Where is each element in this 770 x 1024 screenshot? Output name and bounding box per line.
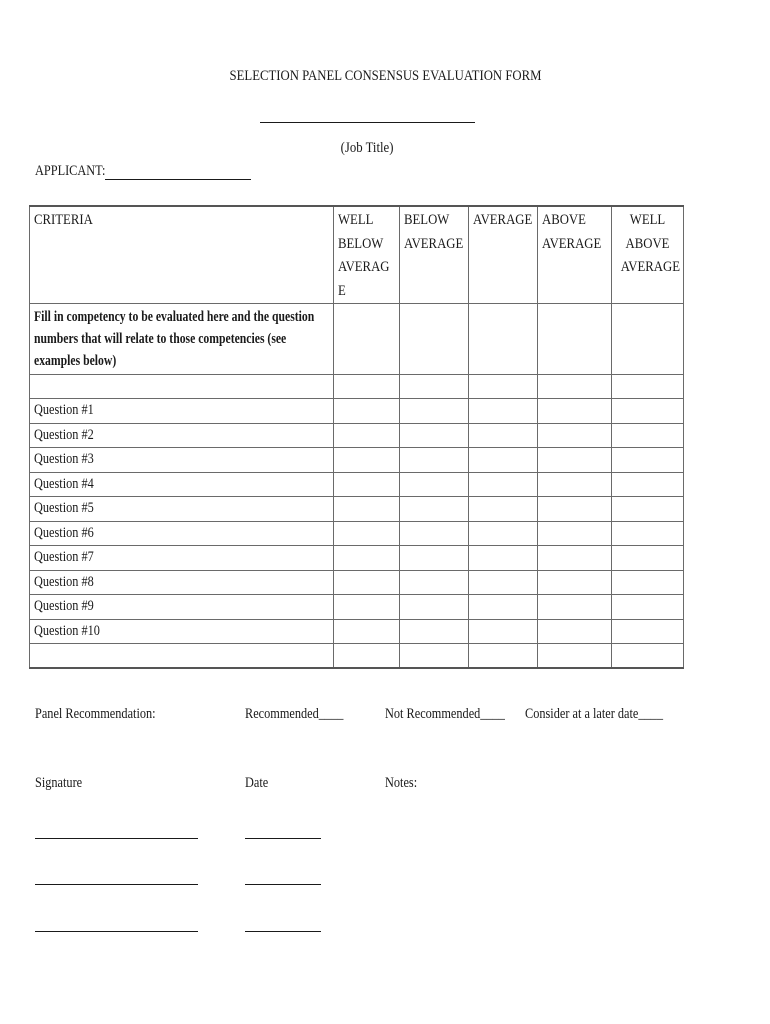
rating-cell[interactable] (469, 644, 538, 669)
rating-cell[interactable] (538, 619, 612, 644)
rating-cell[interactable] (400, 472, 469, 497)
rating-cell[interactable] (612, 497, 684, 522)
rating-cell[interactable] (334, 619, 400, 644)
rating-cell[interactable] (538, 570, 612, 595)
rating-cell[interactable] (400, 570, 469, 595)
rating-cell[interactable] (400, 497, 469, 522)
rating-cell[interactable] (538, 399, 612, 424)
criteria-header: CRITERIA (30, 206, 334, 304)
rating-cell[interactable] (538, 448, 612, 473)
question-row (30, 497, 684, 522)
criteria-cell[interactable] (30, 644, 334, 669)
rating-cell[interactable] (538, 546, 612, 571)
rating-cell[interactable] (538, 423, 612, 448)
above-average-header: ABOVE AVERAGE (538, 206, 612, 304)
signature-line[interactable] (35, 931, 198, 932)
panel-recommendation-label: Panel Recommendation: (35, 706, 156, 722)
rating-cell[interactable] (469, 595, 538, 620)
job-title-line[interactable] (260, 122, 475, 123)
rating-cell[interactable] (469, 399, 538, 424)
rating-cell[interactable] (612, 546, 684, 571)
rating-cell[interactable] (400, 304, 469, 375)
rating-cell[interactable] (334, 521, 400, 546)
criteria-cell[interactable] (30, 375, 334, 399)
rating-cell[interactable] (612, 472, 684, 497)
competency-instruction[interactable]: Fill in competency to be evaluated here and the question numbers that will relate to those competencies (see examples below) (30, 304, 334, 375)
rating-cell[interactable] (612, 595, 684, 620)
date-line[interactable] (245, 884, 321, 885)
not-recommended-option[interactable]: Not Recommended____ (385, 706, 505, 722)
question-label: Question #6 (30, 521, 334, 546)
question-label: Question #7 (30, 546, 334, 571)
rating-cell[interactable] (469, 570, 538, 595)
rating-cell[interactable] (334, 304, 400, 375)
question-label: Question #2 (30, 423, 334, 448)
question-row (30, 595, 684, 620)
well-above-average-header: WELL ABOVE AVERAGE (612, 206, 684, 304)
question-row (30, 472, 684, 497)
rating-cell[interactable] (334, 472, 400, 497)
rating-cell[interactable] (334, 570, 400, 595)
question-label: Question #8 (30, 570, 334, 595)
signature-line[interactable] (35, 884, 198, 885)
question-row (30, 570, 684, 595)
rating-cell[interactable] (334, 423, 400, 448)
applicant-name-line[interactable] (105, 179, 251, 180)
rating-cell[interactable] (538, 304, 612, 375)
date-line[interactable] (245, 838, 321, 839)
question-label: Question #3 (30, 448, 334, 473)
rating-cell[interactable] (400, 619, 469, 644)
rating-cell[interactable] (538, 595, 612, 620)
rating-cell[interactable] (538, 497, 612, 522)
rating-cell[interactable] (400, 399, 469, 424)
rating-cell[interactable] (334, 644, 400, 669)
rating-cell[interactable] (612, 304, 684, 375)
question-row (30, 521, 684, 546)
question-row (30, 399, 684, 424)
rating-cell[interactable] (538, 521, 612, 546)
average-header: AVERAGE (469, 206, 538, 304)
rating-cell[interactable] (469, 448, 538, 473)
rating-cell[interactable] (469, 619, 538, 644)
rating-cell[interactable] (334, 595, 400, 620)
question-label: Question #10 (30, 619, 334, 644)
consider-later-option[interactable]: Consider at a later date____ (525, 706, 663, 722)
rating-cell[interactable] (400, 375, 469, 399)
signature-line[interactable] (35, 838, 198, 839)
rating-cell[interactable] (469, 304, 538, 375)
date-label: Date (245, 775, 269, 791)
question-label: Question #1 (30, 399, 334, 424)
rating-cell[interactable] (469, 521, 538, 546)
question-label: Question #5 (30, 497, 334, 522)
question-row (30, 448, 684, 473)
rating-cell[interactable] (400, 423, 469, 448)
rating-cell[interactable] (612, 423, 684, 448)
evaluation-table (29, 205, 684, 669)
rating-cell[interactable] (612, 375, 684, 399)
applicant-label: APPLICANT: (35, 163, 106, 179)
job-title-caption: (Job Title) (341, 140, 394, 156)
rating-cell[interactable] (334, 546, 400, 571)
question-row (30, 423, 684, 448)
blank-row (30, 644, 684, 669)
signature-label: Signature (35, 775, 83, 791)
rating-cell[interactable] (612, 644, 684, 669)
well-below-average-header: WELL BELOW AVERAG E (334, 206, 400, 304)
notes-label: Notes: (385, 775, 418, 791)
rating-cell[interactable] (400, 644, 469, 669)
rating-cell[interactable] (400, 546, 469, 571)
rating-cell[interactable] (538, 644, 612, 669)
rating-cell[interactable] (469, 546, 538, 571)
below-average-header: BELOW AVERAGE (400, 206, 469, 304)
date-line[interactable] (245, 931, 321, 932)
rating-cell[interactable] (538, 472, 612, 497)
rating-cell[interactable] (612, 619, 684, 644)
rating-cell[interactable] (538, 375, 612, 399)
recommended-option[interactable]: Recommended____ (245, 706, 344, 722)
competency-row (30, 304, 684, 375)
rating-cell[interactable] (334, 375, 400, 399)
rating-cell[interactable] (612, 448, 684, 473)
question-label: Question #9 (30, 595, 334, 620)
rating-cell[interactable] (334, 497, 400, 522)
question-row (30, 619, 684, 644)
rating-cell[interactable] (400, 521, 469, 546)
rating-cell[interactable] (334, 399, 400, 424)
rating-cell[interactable] (469, 375, 538, 399)
question-row (30, 546, 684, 571)
rating-cell[interactable] (400, 448, 469, 473)
rating-cell[interactable] (334, 448, 400, 473)
rating-cell[interactable] (469, 423, 538, 448)
form-title: SELECTION PANEL CONSENSUS EVALUATION FORM (229, 68, 541, 84)
blank-row (30, 375, 684, 399)
rating-cell[interactable] (400, 595, 469, 620)
table-header-row (30, 206, 684, 304)
rating-cell[interactable] (612, 570, 684, 595)
question-label: Question #4 (30, 472, 334, 497)
rating-cell[interactable] (612, 521, 684, 546)
rating-cell[interactable] (469, 497, 538, 522)
rating-cell[interactable] (612, 399, 684, 424)
rating-cell[interactable] (469, 472, 538, 497)
